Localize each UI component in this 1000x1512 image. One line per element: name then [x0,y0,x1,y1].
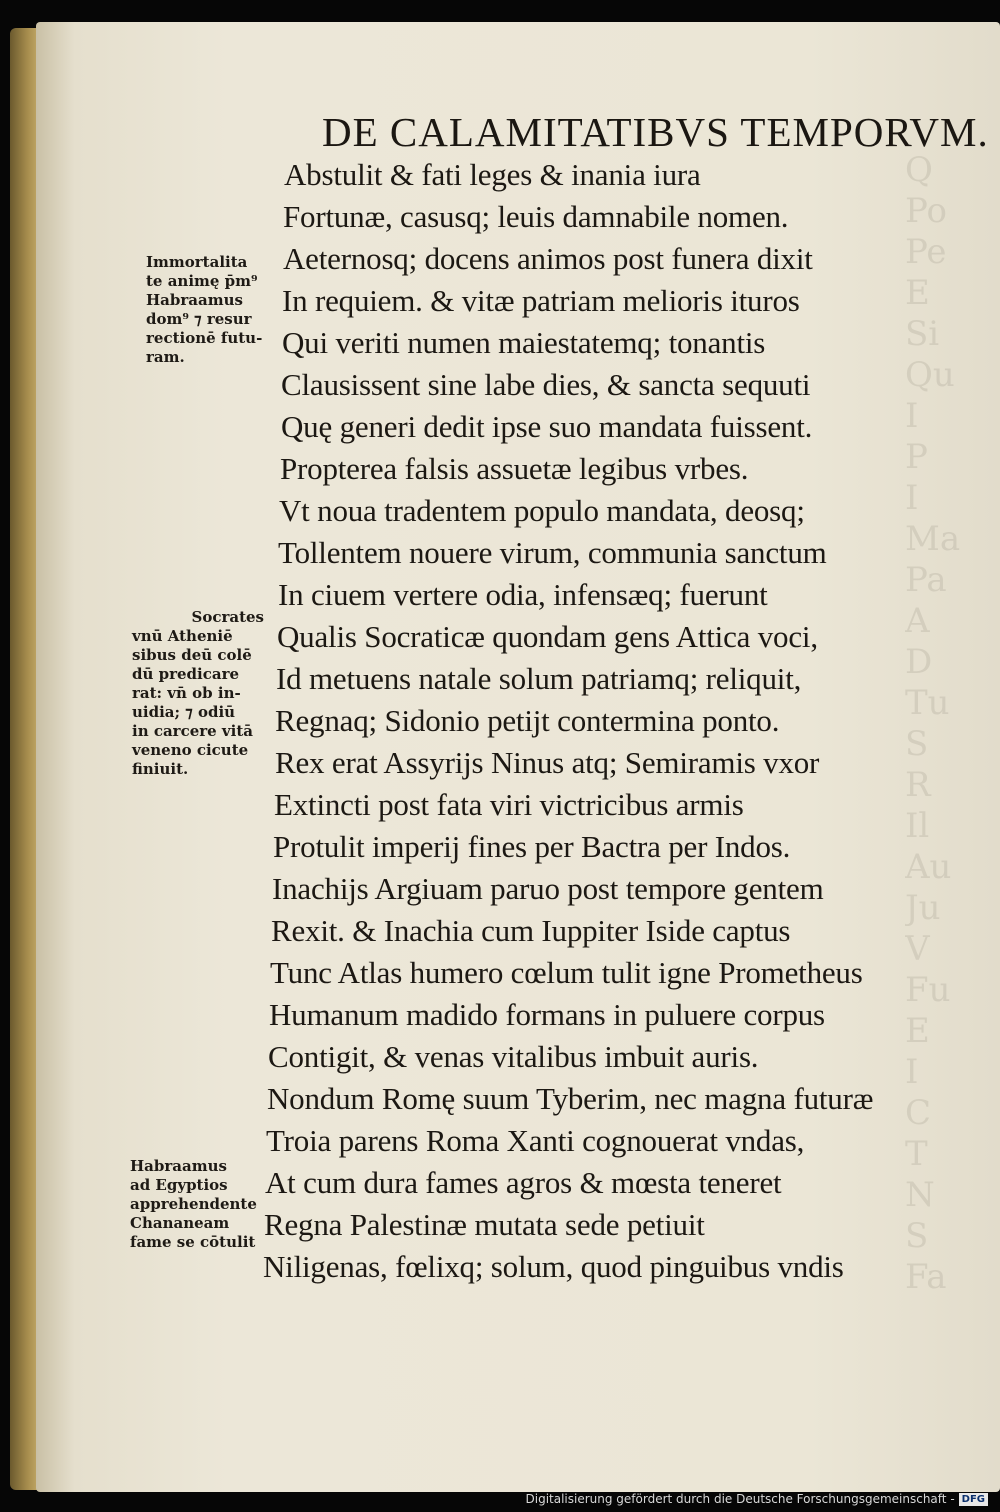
digitization-credit [526,1492,989,1506]
bleed-line: Fu [905,970,951,1010]
bleed-line: I [905,1052,919,1092]
verse-line: Troia parens Roma Xanti cognouerat vndas, [266,1123,805,1158]
verse-line: In requiem. & vitæ patriam melioris ituros [282,283,800,318]
gloss-line: Socrates [191,608,264,626]
verse-line: Quę generi dedit ipse suo mandata fuissent. [281,409,813,444]
verse-line: Extincti post fata viri victricibus armis [274,787,744,822]
verse-line: Inachijs Argiuam paruo post tempore gentem [272,871,824,906]
verse-line: Aeternosq; docens animos post funera dixit [283,241,813,276]
gloss-line: dom⁹ ⁊ resur [146,310,252,328]
verse-line: Regnaq; Sidonio petijt contermina ponto. [275,703,780,738]
bleed-line: E [905,1011,930,1051]
gloss-line: rat: vn̄ ob in- [132,684,241,702]
bleed-line: Q [905,150,933,190]
bleed-line: S [905,1216,929,1256]
gloss-line: Habraamus [146,291,243,309]
bleed-line: A [905,601,930,641]
gloss-line: Habraamus [130,1157,227,1175]
bleed-line: S [905,724,929,764]
gloss-line: in carcere vitā [132,722,253,740]
bleed-line: Tu [905,683,950,723]
bleed-line: Il [905,806,930,846]
gloss-line: Immortalita [146,253,248,271]
facing-page-bleed-through [905,150,1000,1330]
verse-line: Fortunæ, casusq; leuis damnabile nomen. [283,199,789,234]
gloss-line: finiuit. [132,760,189,778]
bleed-line: Po [905,191,947,231]
verse-line: Humanum madido formans in puluere corpus [269,997,825,1032]
gloss-line: te animę p̄m⁹ [146,272,258,290]
verse-line: Tollentem nouere virum, communia sanctum [278,535,827,570]
verse-line: At cum dura fames agros & mœsta teneret [265,1165,782,1200]
bleed-line: E [905,273,930,313]
gloss-line: ram. [146,348,185,366]
gloss-line: fame se cōtulit [130,1233,256,1251]
gloss-line: ad Egyptios [130,1176,228,1194]
bleed-line: Pa [905,560,947,600]
bleed-line: C [905,1093,932,1133]
marginal-gloss-immortality [146,253,262,367]
verse-line: Abstulit & fati leges & inania iura [284,157,701,192]
gloss-line: dū predicare [132,665,240,683]
bleed-line: I [905,396,919,436]
verse-line: Contigit, & venas vitalibus imbuit auris. [268,1039,759,1074]
bleed-line: T [905,1134,928,1174]
gloss-line: veneno cicute [132,741,249,759]
running-head: DE CALAMITATIBVS TEMPORVM. [322,109,989,155]
gloss-line: uidia; ⁊ odiū [132,703,236,721]
bleed-line: I [905,478,919,518]
bleed-line: N [905,1175,935,1215]
bleed-line: Fa [905,1257,947,1297]
verse-line: Qui veriti numen maiestatemq; tonantis [282,325,766,360]
bleed-line: V [905,929,930,969]
verse-line: Tunc Atlas humero cœlum tulit igne Prometheus [270,955,863,990]
verse-line: Qualis Socraticæ quondam gens Attica voci, [277,619,818,654]
bleed-line: Pe [905,232,947,272]
marginal-gloss-socrates [132,608,264,779]
gloss-line: apprehendente [130,1195,257,1213]
verse-line: Protulit imperij fines per Bactra per Indos. [273,829,791,864]
verse-line: Regna Palestinæ mutata sede petiuit [264,1207,705,1242]
bleed-line: Qu [905,355,955,395]
credit-text: Digitalisierung gefördert durch die Deutsche Forschungsgemeinschaft - [525,1492,955,1506]
dfg-logo-icon: DFG [959,1493,988,1506]
bleed-line: Si [905,314,940,354]
verse-line: Rex erat Assyrijs Ninus atq; Semiramis vxor [275,745,820,780]
verse-line: Nondum Romę suum Tyberim, nec magna futuræ [267,1081,874,1116]
bleed-line: R [905,765,931,805]
gloss-line: Chananeam [130,1214,230,1232]
gloss-line: rectionē futu- [146,329,263,347]
gloss-line: vnū Atheniē [132,627,233,645]
verse-line: In ciuem vertere odia, infensæq; fuerunt [278,577,768,612]
bleed-line: Au [905,847,952,887]
verse-line: Rexit. & Inachia cum Iuppiter Iside captus [271,913,791,948]
marginal-gloss-abraham-egypt [130,1157,257,1252]
gloss-line: sibus deū colē [132,646,252,664]
verse-line: Propterea falsis assuetæ legibus vrbes. [280,451,749,486]
verse-line: Clausissent sine labe dies, & sancta sequuti [281,367,811,402]
verse-line: Vt noua tradentem populo mandata, deosq; [279,493,805,528]
bleed-line: Ju [905,888,941,928]
verse-line: Niligenas, fœlixq; solum, quod pinguibus vndis [263,1249,844,1284]
bleed-line: D [905,642,933,682]
bleed-line: P [905,437,928,477]
bleed-line: Ma [905,519,961,559]
verse-line: Id metuens natale solum patriamq; reliquit, [276,661,802,696]
